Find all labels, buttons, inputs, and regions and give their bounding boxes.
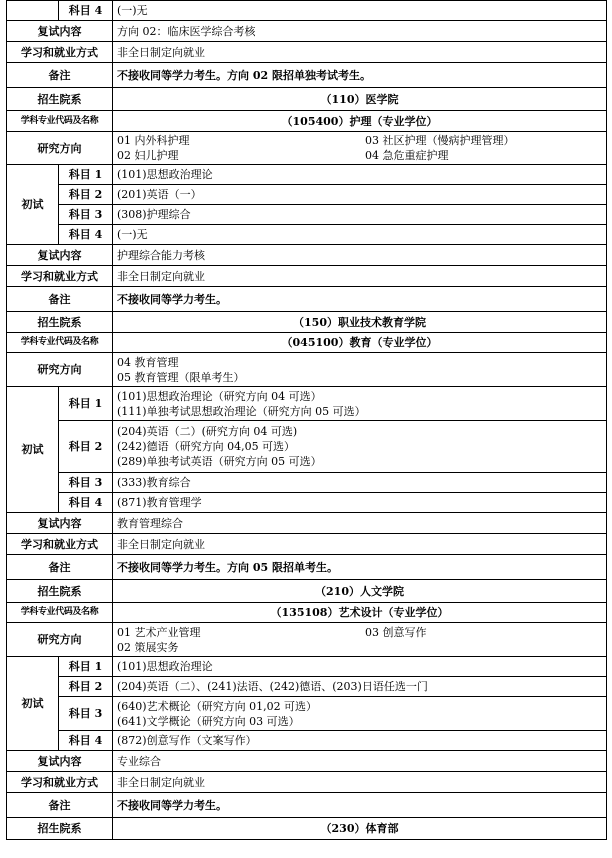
remark-label: 备注 <box>7 287 113 312</box>
direction-item: 04 教育管理 <box>117 355 179 369</box>
mode-value: 非全日制定向就业 <box>113 534 607 555</box>
major-value: （105400）护理（专业学位） <box>113 111 607 132</box>
subject4-label: 科目 4 <box>59 1 113 21</box>
remark-value: 不接收同等学力考生。 <box>113 793 607 818</box>
table-row <box>7 245 607 266</box>
table-row <box>7 534 607 555</box>
table-row <box>7 132 607 165</box>
major-code-label: 学科专业代码及名称 <box>7 603 113 623</box>
initial-label: 初试 <box>7 657 59 751</box>
subject1-label: 科目 1 <box>59 165 113 185</box>
retest-value: 教育管理综合 <box>113 513 607 534</box>
table-row <box>7 657 607 677</box>
table-row <box>7 225 607 245</box>
table-row <box>7 63 607 88</box>
table-row <box>7 111 607 132</box>
table-row <box>7 1 607 21</box>
table-row <box>7 21 607 42</box>
initial-label: 初试 <box>7 165 59 245</box>
remark-label: 备注 <box>7 63 113 88</box>
subject1-value <box>113 387 607 421</box>
school-value: （110）医学院 <box>113 88 607 111</box>
direction-value <box>113 132 607 165</box>
subject4-label: 科目 4 <box>59 493 113 513</box>
remark-value: 不接收同等学力考生。方向 05 限招单考生。 <box>113 555 607 580</box>
subject-option: (204)英语（二）(研究方向 04 可选) <box>117 425 298 438</box>
table-row <box>7 818 607 840</box>
subject3-label: 科目 3 <box>59 205 113 225</box>
retest-value: 专业综合 <box>113 751 607 772</box>
retest-label: 复试内容 <box>7 751 113 772</box>
mode-label: 学习和就业方式 <box>7 42 113 63</box>
subject1-label: 科目 1 <box>59 657 113 677</box>
major-value: （045100）教育（专业学位） <box>113 333 607 353</box>
table-row <box>7 42 607 63</box>
table-row <box>7 387 607 421</box>
subject4-label: 科目 4 <box>59 225 113 245</box>
subject-option: (289)单独考试英语（研究方向 05 可选） <box>117 455 322 468</box>
direction-label: 研究方向 <box>7 353 113 387</box>
table-row <box>7 421 607 473</box>
table-row <box>7 88 607 111</box>
direction-item: 04 急危重症护理 <box>365 149 449 162</box>
subject-option: (101)思想政治理论（研究方向 04 可选） <box>117 389 322 403</box>
table-row <box>7 772 607 793</box>
direction-item: 03 社区护理（慢病护理管理） <box>365 134 515 147</box>
subject4-value: (872)创意写作（文案写作） <box>113 731 607 751</box>
table-row <box>7 473 607 493</box>
major-value: （135108）艺术设计（专业学位） <box>113 603 607 623</box>
subject4-label: 科目 4 <box>59 731 113 751</box>
direction-item: 05 教育管理（限单考生） <box>117 370 245 384</box>
subject1-value: (101)思想政治理论 <box>113 165 607 185</box>
table-row <box>7 623 607 657</box>
table-row <box>7 697 607 731</box>
subject3-value <box>113 697 607 731</box>
subject3-value: (333)教育综合 <box>113 473 607 493</box>
subject2-value <box>113 421 607 473</box>
table-row <box>7 751 607 772</box>
school-value: （230）体育部 <box>113 818 607 840</box>
retest-value: 方向 02：临床医学综合考核 <box>113 21 607 42</box>
mode-label: 学习和就业方式 <box>7 266 113 287</box>
retest-label: 复试内容 <box>7 21 113 42</box>
table-row <box>7 287 607 312</box>
subject-option: (111)单独考试思想政治理论（研究方向 05 可选） <box>117 404 366 418</box>
subject3-label: 科目 3 <box>59 697 113 731</box>
initial-label: 初试 <box>7 387 59 513</box>
mode-value: 非全日制定向就业 <box>113 266 607 287</box>
table-row <box>7 555 607 580</box>
table-row <box>7 677 607 697</box>
school-label: 招生院系 <box>7 580 113 603</box>
table-row <box>7 185 607 205</box>
school-label: 招生院系 <box>7 312 113 333</box>
mode-label: 学习和就业方式 <box>7 772 113 793</box>
school-value: （210）人文学院 <box>113 580 607 603</box>
subject4-value: (一)无 <box>113 1 607 21</box>
admissions-table <box>6 0 607 840</box>
retest-label: 复试内容 <box>7 513 113 534</box>
direction-item: 02 策展实务 <box>117 640 179 654</box>
direction-value <box>113 353 607 387</box>
table-row <box>7 580 607 603</box>
mode-label: 学习和就业方式 <box>7 534 113 555</box>
initial-label-cell <box>7 1 59 21</box>
table-row <box>7 603 607 623</box>
direction-item: 02 妇儿护理 <box>117 149 179 162</box>
remark-label: 备注 <box>7 555 113 580</box>
subject3-label: 科目 3 <box>59 473 113 493</box>
major-code-label: 学科专业代码及名称 <box>7 111 113 132</box>
subject-option: (242)德语（研究方向 04,05 可选） <box>117 440 296 453</box>
subject2-label: 科目 2 <box>59 677 113 697</box>
subject1-value: (101)思想政治理论 <box>113 657 607 677</box>
mode-value: 非全日制定向就业 <box>113 772 607 793</box>
subject2-value: (201)英语（一） <box>113 185 607 205</box>
school-label: 招生院系 <box>7 818 113 840</box>
direction-label: 研究方向 <box>7 132 113 165</box>
table-row <box>7 493 607 513</box>
subject2-label: 科目 2 <box>59 421 113 473</box>
direction-item: 03 创意写作 <box>365 625 427 639</box>
direction-value <box>113 623 607 657</box>
remark-value: 不接收同等学力考生。方向 02 限招单独考试考生。 <box>113 63 607 88</box>
table-row <box>7 353 607 387</box>
direction-label: 研究方向 <box>7 623 113 657</box>
subject4-value: (一)无 <box>113 225 607 245</box>
subject-option: (640)艺术概论（研究方向 01,02 可选） <box>117 699 318 713</box>
school-value: （150）职业技术教育学院 <box>113 312 607 333</box>
table-row <box>7 165 607 185</box>
table-row <box>7 513 607 534</box>
subject2-label: 科目 2 <box>59 185 113 205</box>
subject-option: (641)文学概论（研究方向 03 可选） <box>117 714 300 728</box>
subject1-label: 科目 1 <box>59 387 113 421</box>
subject2-value: (204)英语（二）、(241)法语、(242)德语、(203)日语任选一门 <box>113 677 607 697</box>
table-row <box>7 312 607 333</box>
retest-label: 复试内容 <box>7 245 113 266</box>
table-row <box>7 731 607 751</box>
subject3-value: (308)护理综合 <box>113 205 607 225</box>
remark-label: 备注 <box>7 793 113 818</box>
table-row <box>7 266 607 287</box>
mode-value: 非全日制定向就业 <box>113 42 607 63</box>
major-code-label: 学科专业代码及名称 <box>7 333 113 353</box>
table-row <box>7 333 607 353</box>
table-row <box>7 793 607 818</box>
school-label: 招生院系 <box>7 88 113 111</box>
retest-value: 护理综合能力考核 <box>113 245 607 266</box>
remark-value: 不接收同等学力考生。 <box>113 287 607 312</box>
subject4-value: (871)教育管理学 <box>113 493 607 513</box>
table-row <box>7 205 607 225</box>
direction-item: 01 内外科护理 <box>117 134 190 147</box>
direction-item: 01 艺术产业管理 <box>117 625 201 639</box>
